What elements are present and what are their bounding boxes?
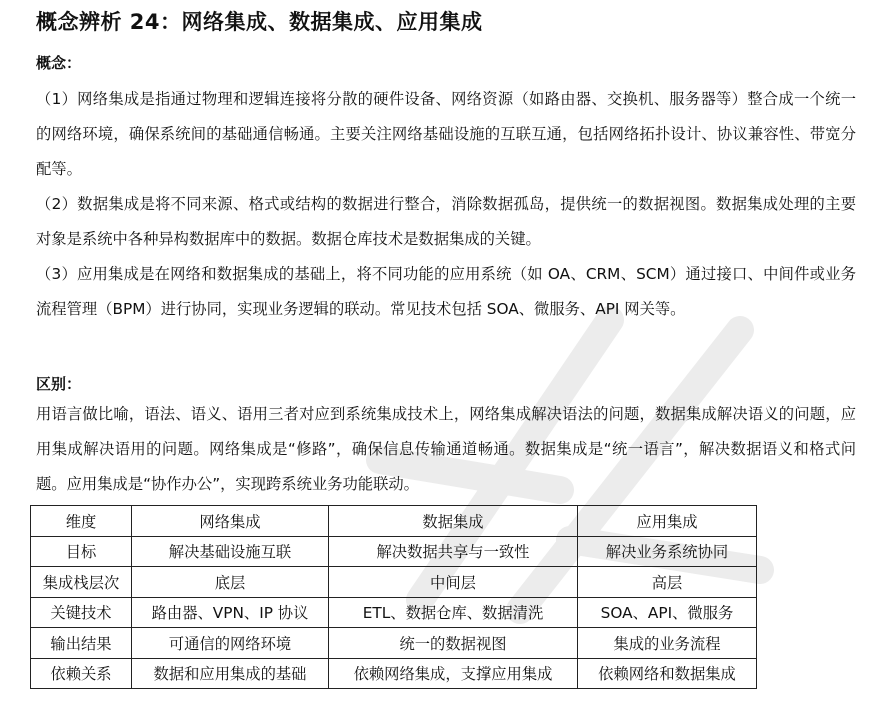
table-row <box>31 567 757 598</box>
table-cell: 集成的业务流程 <box>578 628 757 659</box>
table-cell: 解决基础设施互联 <box>132 536 329 567</box>
table-row <box>31 597 757 628</box>
table-row <box>31 536 757 567</box>
page-title: 概念辨析 24：网络集成、数据集成、应用集成 <box>36 10 483 34</box>
table-header-row <box>31 506 757 537</box>
table-cell: 依赖网络集成，支撑应用集成 <box>329 658 578 689</box>
table-header-cell: 网络集成 <box>132 506 329 537</box>
table-cell: 输出结果 <box>31 628 132 659</box>
table-cell: 集成栈层次 <box>31 567 132 598</box>
table-cell: 路由器、VPN、IP 协议 <box>132 597 329 628</box>
difference-paragraph: 用语言做比喻，语法、语义、语用三者对应到系统集成技术上，网络集成解决语法的问题，数据集成解决语义的问题，应用集成解决语用的问题。网络集成是“修路”，确保信息传输通道畅通。数据集成是“统一语言”，解决数据语义和格式问题。应用集成是“协作办公”，实现跨系统业务功能联动。 <box>36 405 856 493</box>
table-row <box>31 628 757 659</box>
table-cell: 目标 <box>31 536 132 567</box>
table-cell: 数据和应用集成的基础 <box>132 658 329 689</box>
table-cell: 统一的数据视图 <box>329 628 578 659</box>
concept-paragraph-application: （3）应用集成是在网络和数据集成的基础上，将不同功能的应用系统（如 OA、CRM、SCM）通过接口、中间件或业务流程管理（BPM）进行协同，实现业务逻辑的联动。常见技术包括 SOA、微服务、API 网关等。 <box>36 265 856 318</box>
table-row <box>31 658 757 689</box>
table-cell: 依赖关系 <box>31 658 132 689</box>
table-header-cell: 应用集成 <box>578 506 757 537</box>
table-cell: 可通信的网络环境 <box>132 628 329 659</box>
table-cell: 底层 <box>132 567 329 598</box>
table-header-cell: 数据集成 <box>329 506 578 537</box>
concept-paragraph-data: （2）数据集成是将不同来源、格式或结构的数据进行整合，消除数据孤岛，提供统一的数据视图。数据集成处理的主要对象是系统中各种异构数据库中的数据。数据仓库技术是数据集成的关键。 <box>36 195 856 248</box>
table-cell: 关键技术 <box>31 597 132 628</box>
concept-paragraph-network: （1）网络集成是指通过物理和逻辑连接将分散的硬件设备、网络资源（如路由器、交换机、服务器等）整合成一个统一的网络环境，确保系统间的基础通信畅通。主要关注网络基础设施的互联互通，包括网络拓扑设计、协议兼容性、带宽分配等。 <box>36 90 856 178</box>
table-header-cell: 维度 <box>31 506 132 537</box>
difference-heading: 区别： <box>36 375 82 393</box>
table-cell: 依赖网络和数据集成 <box>578 658 757 689</box>
table-cell: SOA、API、微服务 <box>578 597 757 628</box>
table-cell: 高层 <box>578 567 757 598</box>
table-cell: 解决数据共享与一致性 <box>329 536 578 567</box>
table-cell: 中间层 <box>329 567 578 598</box>
table-cell: 解决业务系统协同 <box>578 536 757 567</box>
comparison-table <box>30 505 757 689</box>
table-cell: ETL、数据仓库、数据清洗 <box>329 597 578 628</box>
concept-heading: 概念： <box>36 54 82 72</box>
